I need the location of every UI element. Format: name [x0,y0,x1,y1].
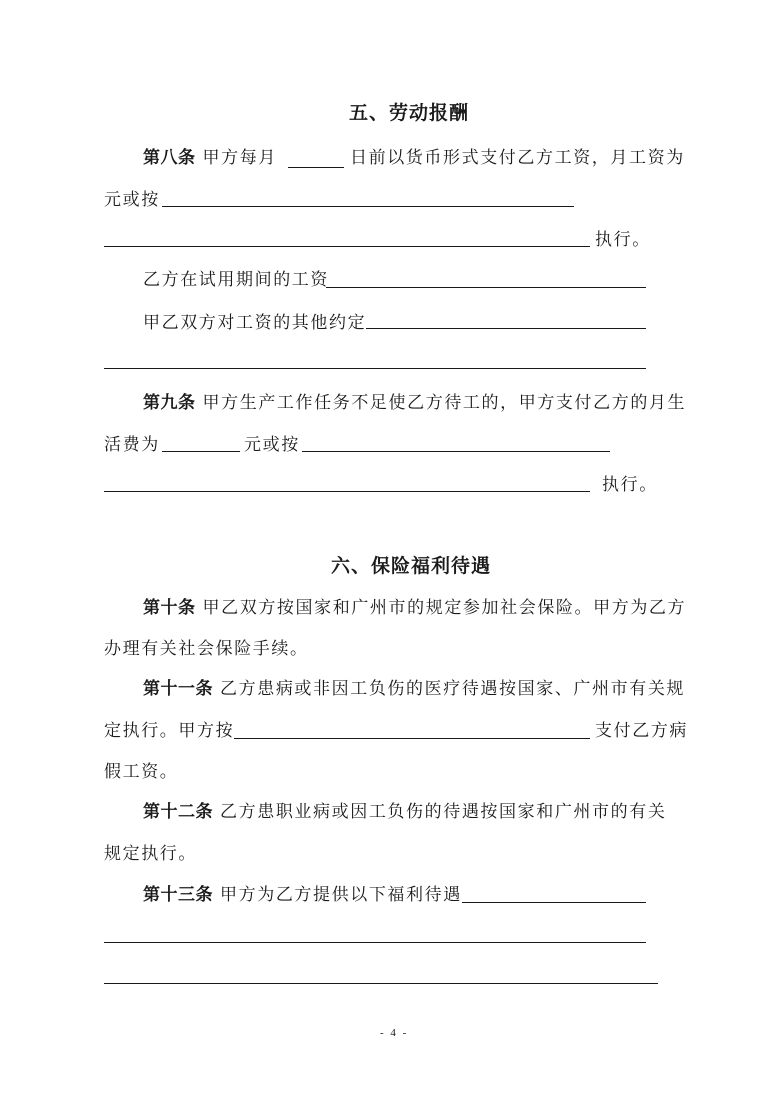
article-8-label: 第八条 [143,148,196,168]
article-9-line-1 [143,391,686,415]
salary-standard-blank[interactable] [104,246,590,247]
payday-blank[interactable] [288,167,344,168]
article-10-label: 第十条 [143,598,196,618]
article-11-text-2: 定执行。甲方按 [104,721,235,741]
article-10-line-1 [143,596,686,620]
benefits-blank-3[interactable] [104,983,658,984]
article-12-text-1: 乙方患职业病或因工负伤的待遇按国家和广州市的有关 [220,802,667,822]
article-11-label: 第十一条 [143,679,213,699]
article-11-text-3: 支付乙方病 [595,721,688,741]
article-13-line-1 [143,883,462,907]
benefits-blank[interactable] [462,902,646,903]
living-allowance-standard-blank-2[interactable] [104,491,590,492]
other-salary-blank-2[interactable] [104,368,646,369]
probation-salary-blank[interactable] [326,287,646,288]
living-allowance-standard-blank[interactable] [302,451,610,452]
article-9-text-3: 元或按 [244,435,300,455]
article-10-text-1: 甲乙双方按国家和广州市的规定参加社会保险。甲方为乙方 [202,598,687,618]
article-9-text-4: 执行。 [602,475,658,495]
probation-salary-label: 乙方在试用期间的工资 [143,270,329,290]
article-12-line-1 [143,800,666,824]
salary-amount-blank[interactable] [162,206,574,207]
section-heading-remuneration: 五、劳动报酬 [349,102,470,124]
section-heading-insurance: 六、保险福利待遇 [331,555,492,577]
article-13-label: 第十三条 [143,885,213,905]
article-8-line-1 [143,146,277,170]
living-allowance-blank[interactable] [162,451,240,452]
article-10-text-2: 办理有关社会保险手续。 [104,639,309,659]
article-9-text-1: 甲方生产工作任务不足使乙方待工的，甲方支付乙方的月生 [202,393,687,413]
sick-pay-standard-blank[interactable] [234,738,590,739]
article-9-label: 第九条 [143,393,196,413]
article-12-text-2: 规定执行。 [104,844,197,864]
other-salary-label: 甲乙双方对工资的其他约定 [143,313,367,333]
page-number: - 4 - [380,1027,409,1039]
article-9-text-2: 活费为 [104,435,160,455]
article-8-text-1: 甲方每月 [202,148,277,168]
other-salary-blank[interactable] [366,328,646,329]
article-11-line-1 [143,677,685,701]
article-8-text-4: 执行。 [595,230,651,250]
article-11-text-1: 乙方患病或非因工负伤的医疗待遇按国家、广州市有关规 [220,679,686,699]
article-8-text-3: 元或按 [104,190,160,210]
article-11-text-4: 假工资。 [104,762,179,782]
article-12-label: 第十二条 [143,802,213,822]
article-13-text-1: 甲方为乙方提供以下福利待遇 [220,885,462,905]
article-8-text-2: 日前以货币形式支付乙方工资，月工资为 [350,148,685,168]
benefits-blank-2[interactable] [104,942,646,943]
